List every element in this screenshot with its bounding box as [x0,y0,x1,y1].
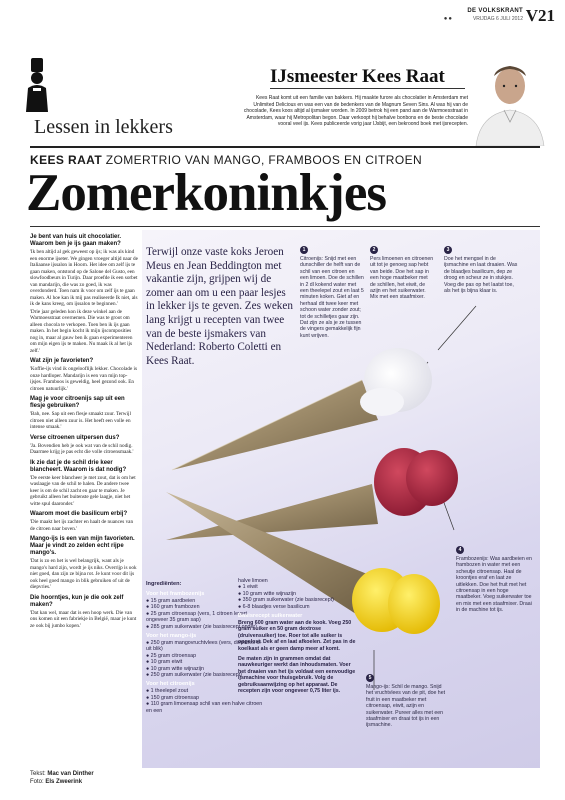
chef-icon [24,58,50,112]
column-title: IJsmeester Kees Raat [270,66,445,87]
credit-text-label: Tekst: [30,771,46,777]
recipe-step-2 [370,246,434,301]
ingredient-item: ● 285 gram suikerwater (zie basisrecept onder) [146,623,257,630]
headline-rule [30,226,540,227]
question: Wat zijn je favorieten? [30,358,94,364]
ingredient-item: ● 1 theelepel zout [146,688,189,695]
ingredient-item: ● 15 gram aardbeien [146,598,196,604]
recipe-step-3 [444,246,520,294]
ingredient-group-heading: Voor het frambozenijs [146,591,205,597]
step-text: Citroenijs: Snijd met een dunschiller de helft van de schil van een citroen en een limoen. Doe de schillen in 2 dl kokend water met een theelepel zout en laat 5 minuten koken. Giet af en herhaal dit twee keer met schoon water zonder zout; tot de schilletjes gaar zijn. Dat zijn ze als je ze tussen de vingers gemakkelijk fijn kunt wrijven. [300,256,364,339]
page-number: V21 [525,6,555,25]
ingredient-item: ● 25 gram citroensap (vers, 1 citroen levert ongeveer 35 gram sap) [146,610,247,624]
recipe-step-1 [300,246,364,339]
question: Verse citroenen uitpersen dus? [30,434,120,441]
paper-name: DE VOLKSKRANT [467,8,523,14]
question: Die hoorntjes, kun je die ook zelf maken? [30,594,124,608]
ingredient-item: ● 250 gram mangovruchtvlees (vers, diepvries of uit blik) [146,640,261,653]
answer: 'Dat is zo en het is wel belangrijk, want als je mango's hard zijn, wordt je ijs niks. Overrijp is ook niet goed, dan zijn ze bijna rot. Je kunt voor dit ijs ook heel goed mango in blik gebruiken of uit de diepvries.' [30,558,137,590]
question: Mag je voor citroenijs sap uit een flesje gebruiken? [30,396,125,409]
credit-photo-name: Els Zweerink [45,779,83,785]
ingredient-item: ● 25 gram citroensap [146,652,197,659]
answer: 'Koffie-ijs vind ik ongelooflijk lekker. Chocolade is onze hardloper. Mandarijn is een van mijn top-ijsjes. Framboos is geweldig, heel gezond ook. En citroen natuurlijk.' [30,366,138,392]
ingredient-item: ● 1 eiwit [238,584,258,591]
answer: 'Dat kan wel, maar dat is een hoop werk. Die van ons komen uit een fabriekje in België, maar je kunt ze ook bij jumbo kopen.' [30,609,137,629]
byline-subtitle: ZOMERTRIO VAN MANGO, FRAMBOOS EN CITROEN [105,153,423,167]
step-number: 1 [300,246,308,254]
ingredients-column-2 [238,578,356,695]
chef-portrait-image [470,58,550,146]
ingredient-item: ● 10 gram eiwit [146,659,183,666]
ingredient-group-heading: Voor het citroenijs [146,681,195,688]
answer: 'De eerste keer blancheer je met zout, dat is om het waslaagje van de schil te halen. De andere twee keer is om de schil zacht en gaar te maken. Je gebruikt alleen het buitenste gele laagje, niet het witte spul daaronder.' [30,474,136,507]
step-text: Doe het mengsel in de ijsmachine en laat draaien. Was de blaadjes basilicum, dep ze droog en scheur ze in stukjes. Voeg die pas op het laatst toe, als het ijs bijna klaar is. [444,256,518,295]
ingredient-item: ● 160 gram frambozen [146,604,200,611]
step-text: Frambozenijs: Was aardbeien en frambozen in water met een scheutje citroensap. Haal de kroontjes eraf en laat ze uitlekken. Doe het fruit met het citroensap in een hoge maatbeker. Voeg suikerwater toe en mix met een staafmixer. Draai in de machine tot ijs. [456,556,532,614]
recipe-step-4 [456,546,534,614]
ingredient-item: ● 150 gram citroensap [146,694,199,701]
ingredient-item: ● 10 gram witte wijnazijn [146,665,204,672]
step-text: Pers limoenen en citroenen uit tot je genoeg sap hebt van beide. Doe het sap in een hoge maatbeker met de schillen, het eiwit, de azijn en het suikerwater. Mix met een staafmixer. [370,256,434,301]
issue-date: VRIJDAG 6 JULI 2012 [472,16,523,22]
measurement-note: De maten zijn in grammen omdat dat nauwkeuriger werkt dan inhoudsmaten. Voer het draaien van het ijs voldaat een eenvoudige ijsmachine voor thuisgebruik. Volg de gebruiksaanwijzing op het apparaat. De recepten zijn voor ongeveer 0,75 liter ijs. [238,656,356,695]
masthead-dots: ●● [443,16,453,22]
answer: 'Ik ben altijd al gek geweest op ijs; ik was als kind een enorme ijseter. We gingen vroeger altijd naar de Italiaanse ijssalon in Hoorn. Het idee om zelf ijs te gaan maken, ontstond op de Salone del Gusto, een slowfoodbeurs in Turijn. Daar proefde ik een sorbet van mandarijn, die was zo goed, ik was overdonderd. Toen nam ik voor om zelf ijs te gaan maken. Al hoe kan ik mij pas realiseerde Ik niet, als ik de kans kreeg, om ijssalon te beginnen.' [30,249,138,307]
intro-text: Terwijl onze vaste koks Jeroen Meus en Jean Beddington met vakantie zijn, grijpen wij de zomer aan om u een paar lesjes in lekker ijs te geven. Zes weken lang krijgt u recepten van twee van de beste ijsmakers van Nederland: Roberto Coletti en Kees Raat. [146,246,293,367]
step-number: 5 [366,674,374,682]
ingredient-item: ● 110 gram limoensap schil van een halve citroen en een [146,701,263,714]
header-rule [30,146,540,148]
answer: 'Ja. Bovendien heb je ook wat van de schil nodig. Daarmee krijg je pas echt die volle citroensmaak.' [30,442,134,455]
ingredient-item: ● 6-8 blaadjes verse basilicum [238,603,310,610]
ingredients-box [146,578,396,728]
answer: 'Bah, nee. Sap uit een flesje smaakt zuur. Terwijl citroen niet alleen zuur is. Het heeft een volle en intense smaak.' [30,411,131,430]
question: Ik zie dat je de schil drie keer blancheert. Waarom is dat nodig? [30,459,127,473]
credit-text-name: Mac van Dinther [47,771,94,777]
credit-photo-label: Foto: [30,779,44,785]
byline-name: KEES RAAT [30,153,103,167]
step-text: Mango-ijs: Schil de mango. Snijd het vruchtvlees van de pit, doe het fruit in een maatbeker met citroensap, eiwit, azijn en suikerwater. Pureer alles met een staafmixer en draai tot ijs in een ijsmachine. [366,684,446,729]
question: Mango-ijs is een van mijn favorieten. Maar je vindt zo zelden echt rijpe mango's. [30,536,135,556]
basis-recipe-heading: Basisrecept suikerwater [238,613,303,620]
ingredient-item: halve limoen [238,578,268,584]
ingredients-title: Ingrediënten: [146,581,182,587]
credits [30,770,94,786]
step-number: 2 [370,246,378,254]
answer: 'Die maakt het ijs zachter en haalt de nuances van de citroen naar boven.' [30,519,134,532]
ingredient-item: ● 250 gram suikerwater (zie basisrecept) [146,672,242,679]
ingredient-group-heading: Voor het mango-ijs [146,633,197,640]
ingredient-item: ● 350 gram suikerwater (zie basisrecept) [238,597,334,604]
basis-recipe-text: Breng 600 gram water aan de kook. Voeg 250 gram suiker en 50 gram dextrose (druivensuiker) toe. Roer tot alle suiker is opgelost. Dek af en laat afkoelen. Zet pas in de koelkast als er geen damp meer af komt. [238,620,356,652]
interview-column [30,230,138,629]
ingredient-item: ● 10 gram witte wijnazijn [238,590,296,597]
question: Waarom moet die basilicum erbij? [30,511,128,517]
section-title: Lessen in lekkers [34,116,173,138]
step-number: 3 [444,246,452,254]
chef-bio: Kees Raat komt uit een familie van bakkers. Hij maakte furore als chocolatier in Amsterdam met Unlimited Delicious en was een van de bedenkers van de Magnum Seven Sins. Al was hij van de chocolade, Kees koos altijd al ijsmaker worden. In 2009 betrok hij een pand aan de Warmoesstraat in Amsterdam, waar hij Metropolitan begon. Daar verkoopt hij behalve bonbons en de beste chocolade vooral veel ijs. Kees publiceerde vorig jaar IJsbijt, een bekroond boek met ijsrecepten. [243,95,468,128]
question: Je bent van huis uit chocolatier. Waarom ben je ijs gaan maken? [30,234,122,247]
answer: 'Drie jaar geleden kon ik deze winkel aan de Warmoesstraat overnemen. Die was te groot om alleen chocola te verkopen. Toen ben ik ijs gaan maken. In het begin kocht ik mijn ijscomposities nog in, maar al gauw ben ik gaan experimenteren om mijn eigen ijs te maken. Nu maak ik al het ijs zelf.' [30,308,133,354]
step-number: 4 [456,546,464,554]
column-title-rule [270,88,465,89]
headline: Zomerkoninkjes [26,164,386,222]
